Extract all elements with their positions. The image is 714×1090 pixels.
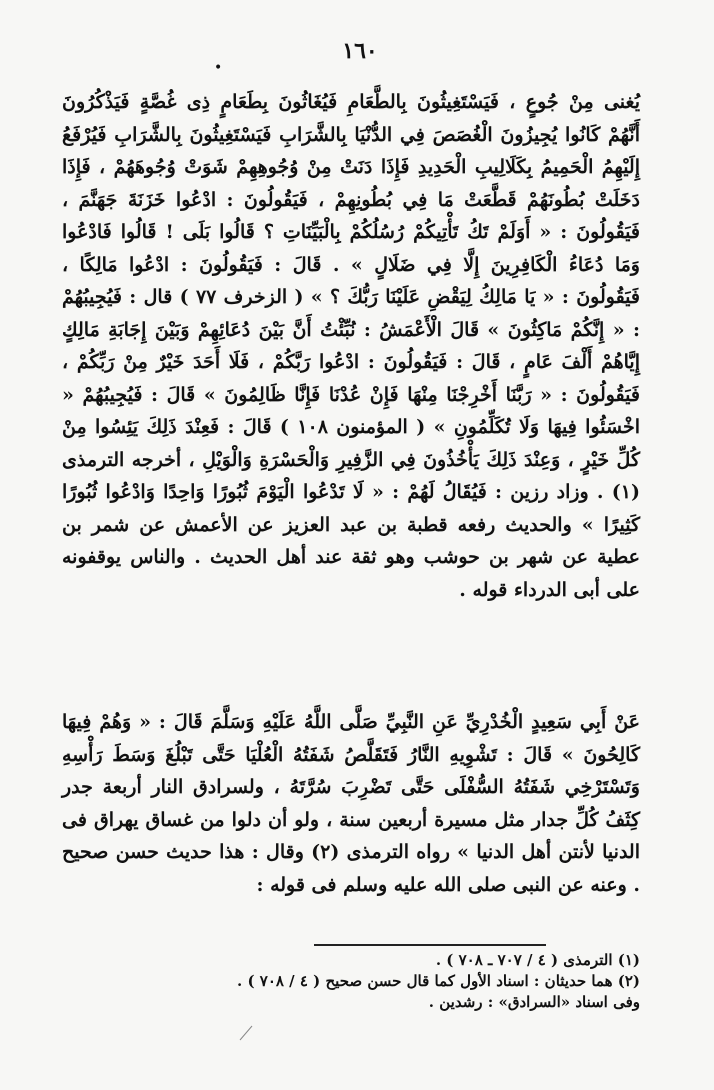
main-paragraph-2 <box>62 706 640 901</box>
footnote-2-continuation: وفى اسناد «السرادق» : رشدين . <box>428 993 640 1011</box>
main-paragraph-1 <box>62 86 640 606</box>
footnote-2: (٢) هما حديثان : اسناد الأول كما قال حسن صحيح ( ٤ / ٧٠٨ ) . <box>237 972 640 990</box>
footnote-1: (١) الترمذى ( ٤ / ٧٠٧ ـ ٧٠٨ ) . <box>435 951 640 969</box>
paragraph-2-text: عَنْ أَبِي سَعِيدٍ الْخُدْرِيِّ عَنِ النَّبِيِّ صَلَّى اللَّهُ عَلَيْهِ وَسَلَّمَ قَالَ : « وَهُمْ فِيهَا كَالِحُونَ » قَالَ : تَشْوِيهِ النَّارُ فَتَقَلَّصُ شَفَتُهُ الْعُلْيَا حَتَّى تَبْلُغَ وَسَطَ رَأْسِهِ وَتَسْتَرْخِي شَفَتُهُ السُّفْلَى حَتَّى تَضْرِبَ سُرَّتَهُ ، ولسرادق النار أربعة جدر كِثَفُ كُلِّ جدار مثل مسيرة أربعين سنة ، ولو أن دلوا من غساق يهراق فى الدنيا لأنتن أهل الدنيا » رواه الترمذى (٢) وقال : هذا حديث حسن صحيح . وعنه عن النبى صلى الله عليه وسلم فى قوله : <box>62 711 640 896</box>
footnotes <box>96 950 640 1013</box>
footnote-separator <box>314 944 546 946</box>
top-mark: • <box>214 60 223 76</box>
paragraph-1-text: يُغنى مِنْ جُوعٍ ، فَيَسْتَغِيثُونَ بِالطَّعَامِ فَيُغَاثُونَ بِطَعَامٍ ذِى غُصَّةٍ فَيَذْكُرُونَ أَنَّهُمْ كَانُوا يُجِيزُونَ الْغُصَصَ فِي الدُّنْيَا بِالشَّرَابِ فَيَسْتَغِيثُونَ بِالشَّرَابِ فَيُرْفَعُ إِلَيْهِمُ الْحَمِيمُ بِكَلَالِيبِ الْحَدِيدِ فَإِذَا دَنَتْ مِنْ وُجُوهِهِمْ شَوَتْ وُجُوهَهُمْ ، فَإِذَا دَخَلَتْ بُطُونَهُمْ قَطَّعَتْ مَا فِي بُطُونِهِمْ ، فَيَقُولُونَ : ادْعُوا خَزَنَةَ جَهَنَّمَ ، فَيَقُولُونَ : « أَوَلَمْ تَكُ تَأْتِيكُمْ رُسُلُكُمْ بِالْبَيِّنَاتِ ؟ قَالُوا بَلَى ! قَالُوا فَادْعُوا وَمَا دُعَاءُ الْكَافِرِينَ إِلَّا فِي ضَلَالٍ » . قَالَ : فَيَقُولُونَ : ادْعُوا مَالِكًا ، فَيَقُولُونَ : « يَا مَالِكُ لِيَقْضِ عَلَيْنَا رَبُّكَ ؟ » ( الزخرف ٧٧ ) قال : فَيُجِيبُهُمْ : « إِنَّكُمْ مَاكِثُونَ » قَالَ الْأَعْمَشُ : نُبِّئْتُ أَنَّ بَيْنَ دُعَائِهِمْ وَبَيْنَ إِجَابَةِ مَالِكٍ إِيَّاهُمْ أَلْفَ عَامٍ ، قَالَ : فَيَقُولُونَ : ادْعُوا رَبَّكُمْ ، فَلَا أَحَدَ خَيْرٌ مِنْ رَبِّكُمْ ، فَيَقُولُونَ : « رَبَّنَا أَخْرِجْنَا مِنْهَا فَإِنْ عُدْنَا فَإِنَّا ظَالِمُونَ » قَالَ : فَيُجِيبُهُمْ « اخْسَئُوا فِيهَا وَلَا تُكَلِّمُونِ » ( المؤمنون ١٠٨ ) قَالَ : فَعِنْدَ ذَلِكَ يَئِسُوا مِنْ كُلِّ خَيْرٍ ، وَعِنْدَ ذَلِكَ يَأْخُذُونَ فِي الزَّفِيرِ وَالْحَسْرَةِ وَالْوَيْلِ ، أخرجه الترمذى (١) . وزاد رزين : فَيُقَالُ لَهُمْ : « لَا تَدْعُوا الْيَوْمَ ثُبُورًا وَاحِدًا وَادْعُوا ثُبُورًا كَثِيرًا » والحديث رفعه قطبة بن عبد العزيز عن الأعمش عن شمر بن عطية عن شهر بن حوشب وهو ثقة عند أهل الحديث . والناس يوقفونه على أبى الدرداء قوله . <box>62 91 640 601</box>
page-number: ١٦٠ <box>342 38 378 64</box>
pen-stroke-mark <box>236 1022 258 1044</box>
